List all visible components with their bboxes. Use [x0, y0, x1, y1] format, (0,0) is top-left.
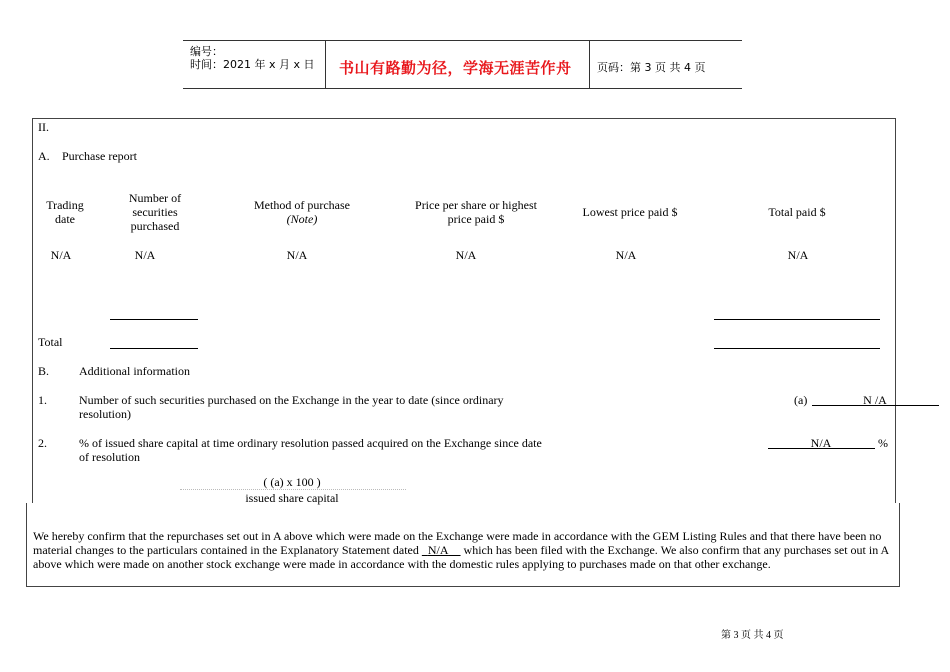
- formula-fraction-bar: [180, 489, 406, 490]
- total-label: Total: [38, 335, 63, 349]
- header-line: Price per share or highest: [415, 198, 537, 212]
- item-2-number: 2.: [38, 436, 47, 450]
- confirmation-paragraph: [33, 529, 897, 571]
- item-1-number: 1.: [38, 393, 47, 407]
- section-b-letter: B.: [38, 364, 50, 378]
- header-line: Method of purchase: [254, 198, 350, 212]
- table-header-total-paid: [737, 205, 857, 219]
- table-cell: N/A: [615, 248, 637, 262]
- header-line: purchased: [130, 219, 180, 233]
- footer-page-number: 第 3 页 共 4 页: [721, 630, 784, 641]
- table-header-lowest-price: [565, 205, 695, 219]
- table-cell: N/A: [455, 248, 477, 262]
- header-divider-left: [325, 40, 326, 88]
- item-2-answer-suffix: %: [878, 436, 888, 450]
- header-line: Trading: [46, 198, 84, 212]
- formula-denominator: issued share capital: [245, 491, 339, 505]
- header-line: Lowest price paid $: [582, 205, 678, 219]
- total-line-total-paid: [714, 348, 880, 349]
- subtotal-line-total-paid: [714, 319, 880, 320]
- header-time-label: 时间：2021 年 x 月 x 日: [190, 58, 315, 71]
- item-2-text: % of issued share capital at time ordinary resolution passed acquired on the Exchange since date of resolution: [79, 436, 542, 464]
- item-1-answer-prefix: (a): [794, 393, 808, 407]
- table-cell: N/A: [134, 248, 156, 262]
- table-header-trading-date: [36, 198, 94, 226]
- item-2-answer-value: N/A: [810, 436, 832, 450]
- total-line-securities: [110, 348, 198, 349]
- item-1-text: Number of such securities purchased on the Exchange in the year to date (since ordinary resolution): [79, 393, 504, 421]
- header-divider-right: [589, 40, 590, 88]
- confirmation-text-part1: We hereby confirm that the repurchases set out in A above which were made on the Exchange were made in accordance with the GEM Listing Rules and that there have been no material changes to the particulars contained in the Explanatory Statement dated: [33, 529, 882, 557]
- subtotal-line-securities: [110, 319, 198, 320]
- header-motto: 书山有路勤为径，学海无涯苦作舟: [339, 59, 572, 77]
- header-top-rule: [183, 40, 742, 41]
- header-serial-label: 编号：: [190, 45, 223, 58]
- header-line: Total paid $: [768, 205, 826, 219]
- table-cell: N/A: [787, 248, 809, 262]
- header-line: Number of: [128, 191, 182, 205]
- table-header-price-per-share: [396, 198, 556, 226]
- header-line: date: [55, 212, 75, 226]
- table-header-method-of-purchase: [227, 198, 377, 226]
- header-line: price paid $: [447, 212, 505, 226]
- header-page-label: 页码：第 3 页 共 4 页: [597, 61, 706, 74]
- table-header-number-of-securities: [110, 191, 200, 233]
- item-1-answer-line: [812, 405, 939, 406]
- confirmation-date-value: [422, 543, 461, 557]
- table-cell: N/A: [286, 248, 308, 262]
- header-note: (Note): [286, 212, 318, 226]
- header-bottom-rule: [183, 88, 742, 89]
- section-b-title: Additional information: [79, 364, 190, 378]
- section-a-title: Purchase report: [62, 149, 137, 163]
- confirmation-text-part2: which has been filed with the Exchange. We also confirm that any purchases set out in A above which were made on another stock exchange were made in accordance with the domestic rules applying to purchases made on that other exchange.: [33, 543, 889, 571]
- section-a-letter: A.: [38, 149, 50, 163]
- section-number: II.: [38, 120, 49, 134]
- confirmation-date-text: N/A: [427, 543, 449, 557]
- item-2-answer-line: [768, 448, 875, 449]
- header-line: securities: [132, 205, 178, 219]
- item-1-answer-value: N /A: [863, 393, 887, 407]
- table-cell: N/A: [50, 248, 72, 262]
- formula-numerator: ( (a) x 100 ): [263, 475, 321, 489]
